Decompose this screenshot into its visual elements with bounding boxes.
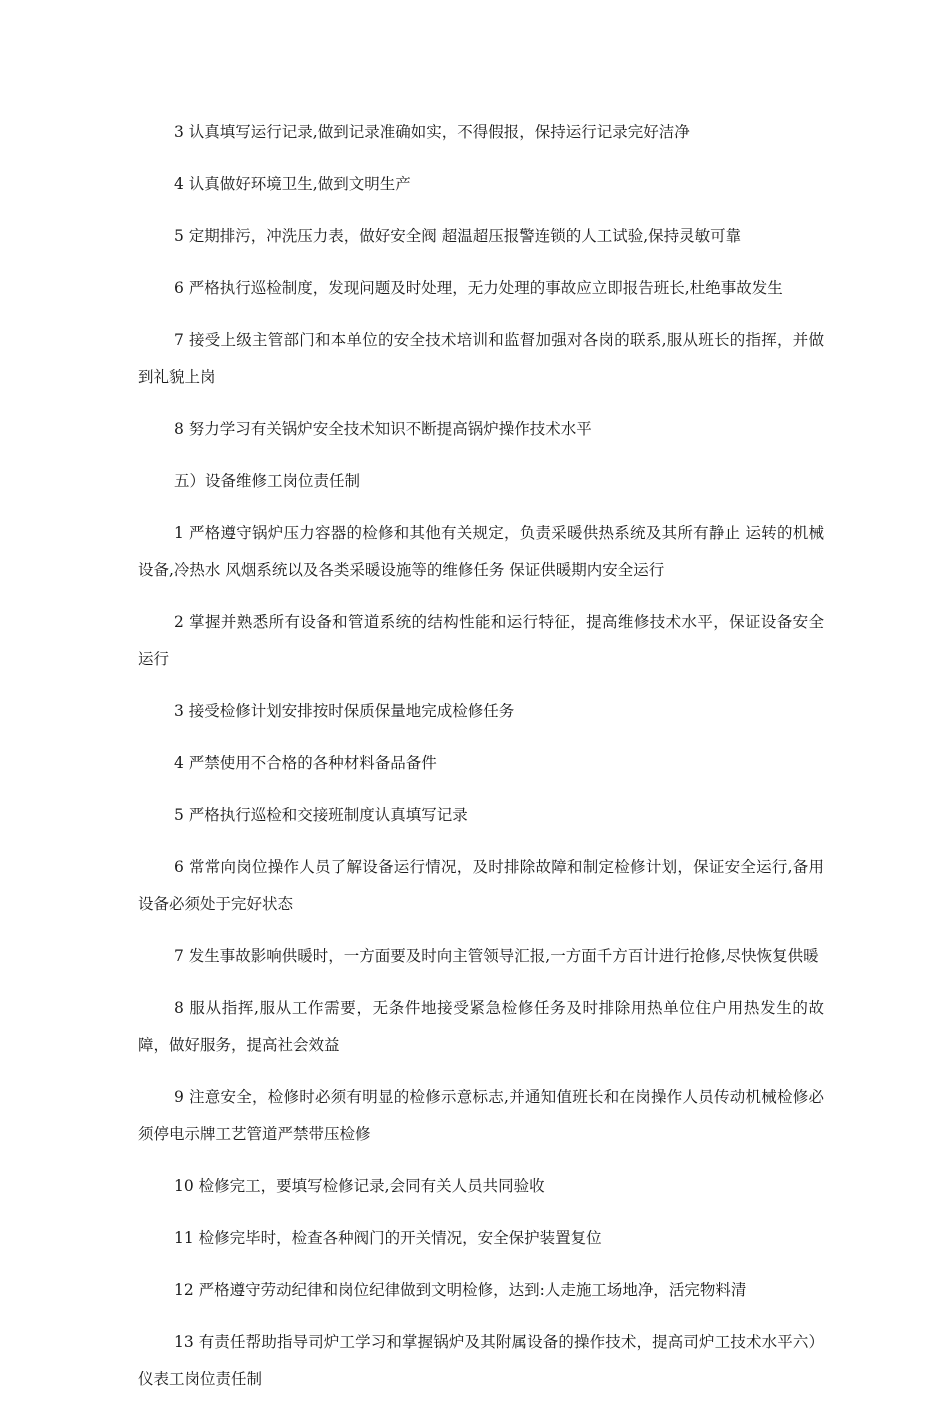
paragraph: 5 定期排污，冲洗压力表，做好安全阀 超温超压报警连锁的人工试验,保持灵敏可靠 xyxy=(174,227,742,245)
paragraph: 5 严格执行巡检和交接班制度认真填写记录 xyxy=(174,806,468,824)
paragraph: 1 严格遵守锅炉压力容器的检修和其他有关规定，负责采暖供热系统及其所有静止 运转的机械设备,冷热水 风烟系统以及各类采暖设施等的维修任务 保证供暖期内安全运行 xyxy=(138,524,824,579)
paragraph: 6 常常向岗位操作人员了解设备运行情况，及时排除故障和制定检修计划，保证安全运行,备用设备必须处于完好状态 xyxy=(138,858,824,913)
paragraph: 4 严禁使用不合格的各种材料备品备件 xyxy=(174,754,437,772)
paragraph: 9 注意安全，检修时必须有明显的检修示意标志,并通知值班长和在岗操作人员传动机械检修必须停电示牌工艺管道严禁带压检修 xyxy=(138,1088,824,1143)
paragraph: 13 有责任帮助指导司炉工学习和掌握锅炉及其附属设备的操作技术，提高司炉工技术水平六）仪表工岗位责任制 xyxy=(138,1333,824,1388)
section-heading: 五）设备维修工岗位责任制 xyxy=(174,472,361,490)
paragraph: 6 严格执行巡检制度，发现问题及时处理，无力处理的事故应立即报告班长,杜绝事故发生 xyxy=(174,279,783,297)
paragraph: 12 严格遵守劳动纪律和岗位纪律做到文明检修，达到:人走施工场地净，活完物料清 xyxy=(174,1281,747,1299)
paragraph: 7 发生事故影响供暖时，一方面要及时向主管领导汇报,一方面千方百计进行抢修,尽快恢复供暖 xyxy=(174,947,819,965)
paragraph: 10 检修完工，要填写检修记录,会同有关人员共同验收 xyxy=(174,1177,545,1195)
paragraph: 8 服从指挥,服从工作需要，无条件地接受紧急检修任务及时排除用热单位住户用热发生的故障，做好服务，提高社会效益 xyxy=(138,999,824,1054)
paragraph: 2 掌握并熟悉所有设备和管道系统的结构性能和运行特征，提高维修技术水平，保证设备安全运行 xyxy=(138,613,824,668)
paragraph: 11 检修完毕时，检查各种阀门的开关情况，安全保护装置复位 xyxy=(174,1229,602,1247)
paragraph: 4 认真做好环境卫生,做到文明生产 xyxy=(174,175,411,193)
document-page xyxy=(138,114,824,1413)
paragraph: 8 努力学习有关锅炉安全技术知识不断提高锅炉操作技术水平 xyxy=(174,420,592,438)
paragraph: 3 认真填写运行记录,做到记录准确如实，不得假报，保持运行记录完好洁净 xyxy=(174,123,690,141)
paragraph: 3 接受检修计划安排按时保质保量地完成检修任务 xyxy=(174,702,515,720)
paragraph: 7 接受上级主管部门和本单位的安全技术培训和监督加强对各岗的联系,服从班长的指挥，并做到礼貌上岗 xyxy=(138,331,824,386)
